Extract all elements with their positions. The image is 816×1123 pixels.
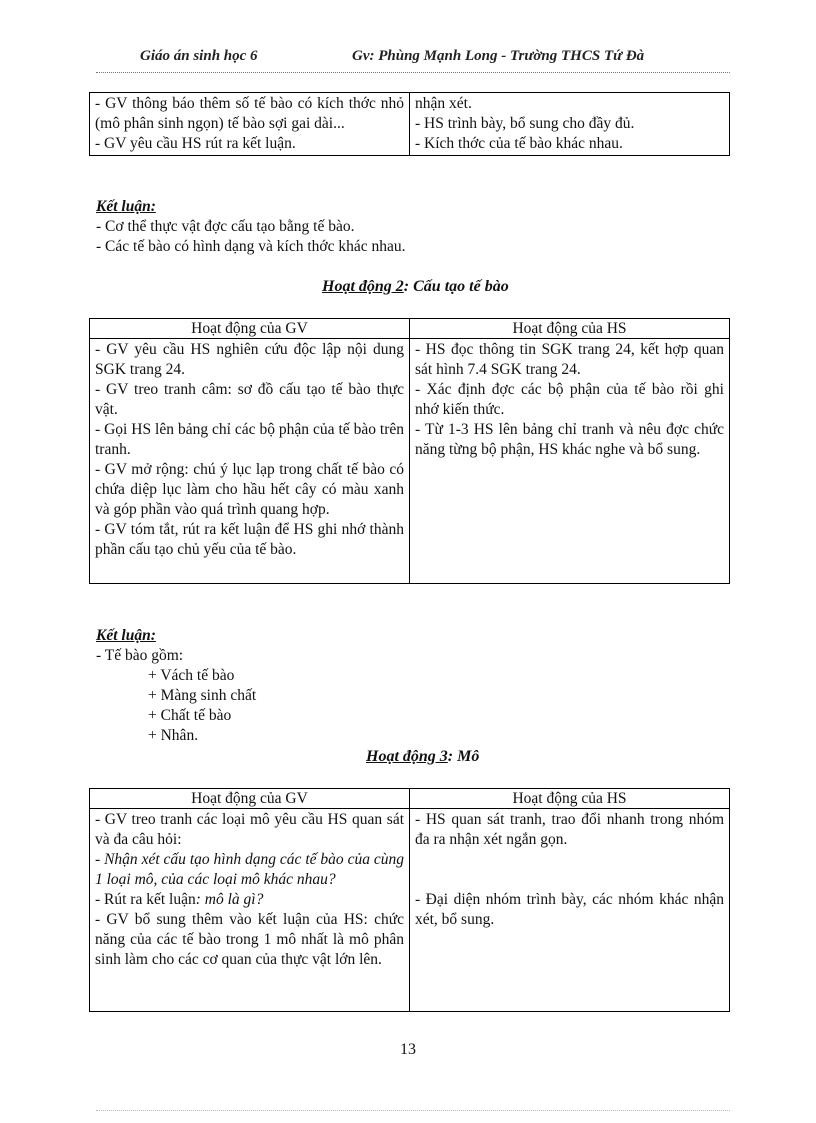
- activity2-hs-cell: [410, 339, 730, 584]
- activity2-table: [89, 318, 730, 584]
- activity2-hs-line: - Xác định đợc các bộ phận của tế bào rồi ghi nhớ kiến thức.: [415, 381, 724, 418]
- conclusion-2-item: + Vách tế bào: [148, 667, 235, 684]
- page-number: 13: [400, 1041, 416, 1058]
- activity3-hs-line: - HS quan sát tranh, trao đổi nhanh trong nhóm đa ra nhận xét ngắn gọn.: [415, 811, 724, 848]
- activity2-gv-line: - GV tóm tắt, rút ra kết luận để HS ghi nhớ thành phần cấu tạo chủ yếu của tế bào.: [95, 521, 404, 558]
- activity3-table: [89, 788, 730, 1012]
- activity3-header-hs: Hoạt động của HS: [410, 789, 730, 809]
- conclusion-1: [96, 197, 726, 257]
- conclusion-1-title: Kết luận:: [96, 198, 156, 215]
- table1-gv-line: - GV yêu cầu HS rút ra kết luận.: [95, 135, 296, 152]
- activity2-header-hs: Hoạt động của HS: [410, 319, 730, 339]
- activity3-title: : Mô: [447, 748, 480, 765]
- activity1-table-continued: [89, 92, 730, 156]
- table1-hs-line: - HS trình bày, bổ sung cho đầy đủ.: [415, 115, 635, 132]
- activity3-label: Hoạt động 3: [366, 748, 448, 765]
- header-subject: Giáo án sinh học 6: [140, 48, 258, 64]
- activity2-title: : Cấu tạo tế bào: [403, 278, 509, 295]
- activity2-hs-line: - Từ 1-3 HS lên bảng chỉ tranh và nêu đợc chức năng từng bộ phận, HS khác nghe và bổ sung.: [415, 421, 724, 458]
- conclusion-1-line: - Cơ thể thực vật đợc cấu tạo bằng tế bào.: [96, 218, 355, 235]
- activity3-gv-line: [95, 890, 404, 910]
- activity2-gv-line: - GV treo tranh câm: sơ đồ cấu tạo tế bào thực vật.: [95, 381, 404, 418]
- activity3-hs-line: - Đại diện nhóm trình bày, các nhóm khác nhận xét, bổ sung.: [415, 891, 724, 928]
- activity3-header-gv: Hoạt động của GV: [90, 789, 410, 809]
- table1-hs-cell: [410, 93, 730, 156]
- header-teacher: Gv: Phùng Mạnh Long - Trường THCS Tứ Đà: [352, 48, 645, 64]
- activity3-gv-conclude-question: : mô là gì?: [195, 891, 264, 908]
- activity3-gv-line: - GV treo tranh các loại mô yêu cầu HS quan sát và đa câu hỏi:: [95, 811, 404, 848]
- conclusion-2-item: + Chất tế bào: [148, 707, 232, 724]
- activity3-gv-conclude: - Rút ra kết luận: [95, 891, 196, 908]
- conclusion-2: [96, 626, 726, 746]
- activity2-gv-line: - Gọi HS lên bảng chỉ các bộ phận của tế bào trên tranh.: [95, 421, 404, 458]
- conclusion-1-line: - Các tế bào có hình dạng và kích thớc khác nhau.: [96, 238, 406, 255]
- table1-hs-line: - Kích thớc của tế bào khác nhau.: [415, 135, 623, 152]
- conclusion-2-item: + Nhân.: [148, 727, 199, 744]
- table1-gv-line: - GV thông báo thêm số tế bào có kích thớc nhỏ (mô phân sinh ngọn) tế bào sợi gai dài...: [95, 95, 404, 132]
- page-header: [96, 48, 730, 70]
- conclusion-2-intro: - Tế bào gồm:: [96, 647, 184, 664]
- activity3-heading: [366, 748, 479, 766]
- table1-hs-line: nhận xét.: [415, 95, 472, 112]
- footer-divider: [96, 1110, 730, 1111]
- activity3-gv-cell: [90, 809, 410, 1012]
- activity2-heading: [322, 278, 509, 296]
- conclusion-2-item: + Màng sinh chất: [148, 687, 257, 704]
- conclusion-2-title: Kết luận:: [96, 627, 156, 644]
- activity2-gv-line: - GV yêu cầu HS nghiên cứu độc lập nội dung SGK trang 24.: [95, 341, 404, 378]
- activity2-label: Hoạt động 2: [322, 278, 404, 295]
- activity2-gv-line: - GV mở rộng: chú ý lục lạp trong chất tế bào có chứa diệp lục làm cho hầu hết cây có màu xanh và góp phần vào quá trình quang hợp.: [95, 461, 404, 518]
- activity2-header-gv: Hoạt động của GV: [90, 319, 410, 339]
- activity2-gv-cell: [90, 339, 410, 584]
- table1-gv-cell: [90, 93, 410, 156]
- activity3-gv-line: - GV bổ sung thêm vào kết luận của HS: chức năng của các tế bào trong 1 mô nhất là mô phân sinh làm cho các cơ quan của thực vật lớn lên.: [95, 911, 404, 968]
- activity3-hs-cell: [410, 809, 730, 1012]
- activity3-gv-question: - Nhận xét cấu tạo hình dạng các tế bào của cùng 1 loại mô, của các loại mô khác nhau?: [95, 851, 404, 888]
- header-divider: [96, 72, 730, 73]
- activity2-hs-line: - HS đọc thông tin SGK trang 24, kết hợp quan sát hình 7.4 SGK trang 24.: [415, 341, 724, 378]
